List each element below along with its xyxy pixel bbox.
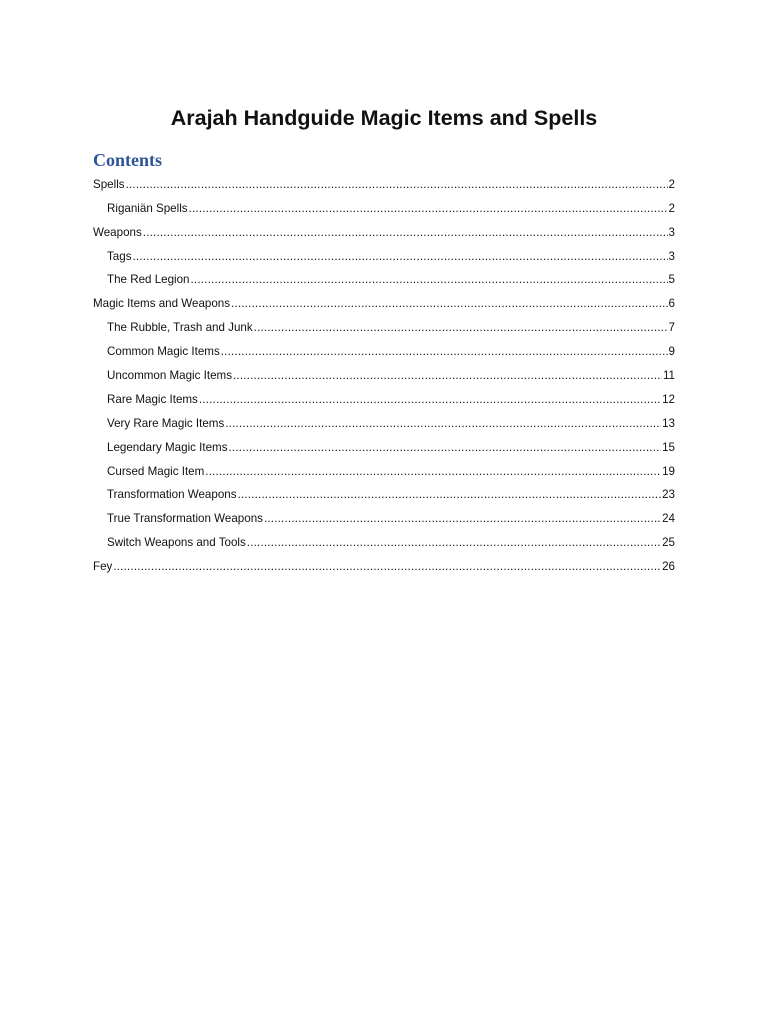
- toc-entry-label: Spells: [93, 177, 125, 191]
- toc-entry[interactable]: [93, 457, 675, 481]
- toc-dot-leader: [254, 321, 668, 335]
- toc-entry-label: Weapons: [93, 225, 142, 239]
- toc-entry-page-number: 23: [662, 488, 675, 502]
- toc-dot-leader: [199, 393, 661, 407]
- toc-dot-leader: [205, 465, 661, 479]
- toc-entry-label: Uncommon Magic Items: [107, 369, 232, 383]
- toc-dot-leader: [233, 369, 662, 383]
- toc-entry-label: Tags: [107, 249, 132, 263]
- toc-entry-page-number: 26: [662, 560, 675, 574]
- toc-dot-leader: [133, 250, 668, 264]
- toc-dot-leader: [221, 345, 668, 359]
- toc-entry[interactable]: [93, 266, 675, 290]
- toc-entry[interactable]: [93, 218, 675, 242]
- toc-entry-page-number: 7: [668, 321, 675, 335]
- contents-heading: Contents: [93, 150, 163, 170]
- toc-entry-page-number: 6: [668, 297, 675, 311]
- toc-dot-leader: [231, 297, 667, 311]
- toc-dot-leader: [229, 441, 662, 455]
- toc-entry-label: Switch Weapons and Tools: [107, 536, 246, 550]
- toc-entry-page-number: 5: [668, 273, 675, 287]
- toc-entry[interactable]: [93, 433, 675, 457]
- toc-entry-label: Very Rare Magic Items: [107, 416, 225, 430]
- toc-entry-page-number: 24: [662, 512, 675, 526]
- toc-entry[interactable]: [93, 337, 675, 361]
- toc-entry[interactable]: [93, 385, 675, 409]
- toc-entry-label: Fey: [93, 560, 113, 574]
- toc-entry-page-number: 2: [668, 177, 675, 191]
- toc-dot-leader: [113, 560, 661, 574]
- toc-entry[interactable]: [93, 313, 675, 337]
- toc-entry[interactable]: [93, 194, 675, 218]
- toc-entry[interactable]: [93, 409, 675, 433]
- toc-entry-page-number: 15: [662, 440, 675, 454]
- toc-entry-page-number: 25: [662, 536, 675, 550]
- toc-entry[interactable]: [93, 528, 675, 552]
- toc-entry-label: The Red Legion: [107, 273, 190, 287]
- toc-entry-label: Riganiän Spells: [107, 201, 188, 215]
- toc-entry[interactable]: [93, 361, 675, 385]
- toc-dot-leader: [238, 488, 662, 502]
- toc-entry-page-number: 11: [662, 369, 675, 383]
- toc-entry-page-number: 3: [668, 249, 675, 263]
- toc-entry-page-number: 13: [662, 416, 675, 430]
- toc-entry-page-number: 9: [668, 345, 675, 359]
- toc-entry-label: The Rubble, Trash and Junk: [107, 321, 253, 335]
- document-title: Arajah Handguide Magic Items and Spells: [170, 106, 598, 130]
- toc-dot-leader: [189, 202, 668, 216]
- toc-entry-page-number: 2: [668, 201, 675, 215]
- toc-entry-label: Common Magic Items: [107, 345, 220, 359]
- toc-dot-leader: [126, 178, 668, 192]
- toc-entry-label: Legendary Magic Items: [107, 440, 228, 454]
- toc-entry-page-number: 3: [668, 225, 675, 239]
- toc-dot-leader: [143, 226, 668, 240]
- toc-entry-label: Magic Items and Weapons: [93, 297, 231, 311]
- toc-dot-leader: [247, 536, 661, 550]
- toc-entry[interactable]: [93, 242, 675, 266]
- toc-entry[interactable]: [93, 504, 675, 528]
- toc-dot-leader: [225, 417, 661, 431]
- toc-entry-label: Cursed Magic Item: [107, 464, 205, 478]
- toc-entry[interactable]: [93, 552, 675, 576]
- toc-dot-leader: [191, 273, 668, 287]
- toc-entry[interactable]: [93, 170, 675, 194]
- toc-entry-label: True Transformation Weapons: [107, 512, 263, 526]
- toc-entry[interactable]: [93, 289, 675, 313]
- table-of-contents: [93, 170, 675, 576]
- toc-dot-leader: [264, 512, 661, 526]
- toc-entry[interactable]: [93, 481, 675, 505]
- toc-entry-page-number: 12: [662, 392, 675, 406]
- toc-entry-page-number: 19: [662, 464, 675, 478]
- toc-entry-label: Rare Magic Items: [107, 392, 198, 406]
- toc-entry-label: Transformation Weapons: [107, 488, 237, 502]
